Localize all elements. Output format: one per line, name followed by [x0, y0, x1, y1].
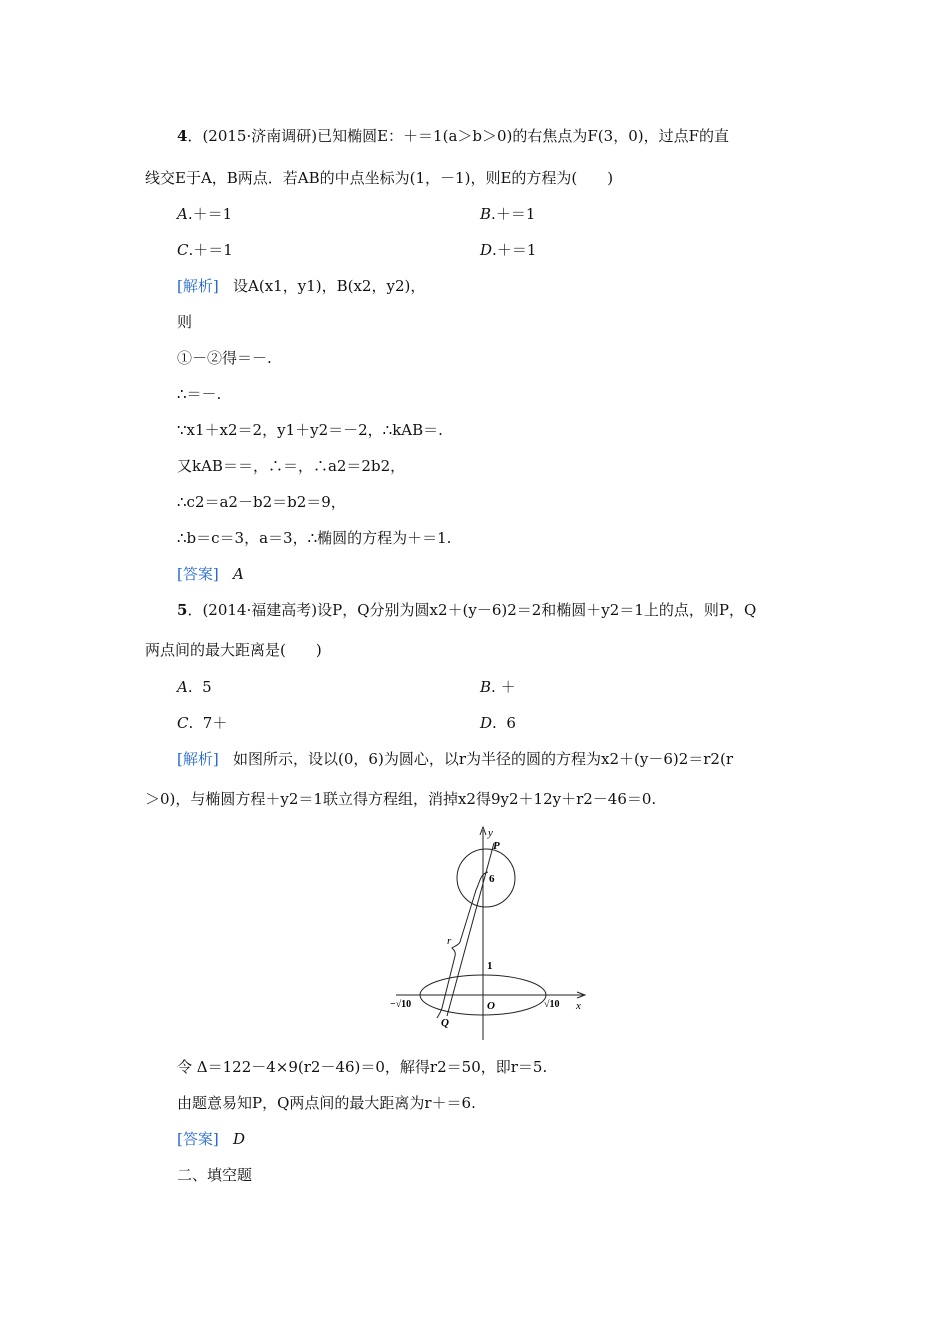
q4-stem-line2: 线交E于A，B两点．若AB的中点坐标为(1，－1)，则E的方程为( ) — [145, 169, 614, 187]
q5-stem-line1: 5．(2014·福建高考)设P，Q分别为圆x2＋(y－6)2＝2和椭圆＋y2＝1上的点，则P，Q — [177, 601, 757, 619]
q4-analysis-line2: 则 — [177, 313, 193, 331]
q4-analysis-tag: [解析] — [177, 277, 219, 295]
q4-analysis-line1: [解析] 设A(x1，y1)，B(x2，y2)， — [177, 277, 426, 295]
q4-analysis-line6: 又kAB＝＝，∴＝，∴a2＝2b2， — [177, 457, 406, 475]
q5-analysis-tag: [解析] — [177, 750, 219, 768]
label-o: O — [487, 1000, 495, 1012]
q5-stem-text-1: (2014·福建高考)设P，Q分别为圆x2＋(y－6)2＝2和椭圆＋y2＝1上的点，则P，Q — [202, 601, 757, 619]
q4-analysis-line3: ①－②得＝－. — [177, 349, 272, 367]
q5-answer-tag: [答案] — [177, 1130, 219, 1148]
q5-number: 5 — [177, 601, 188, 619]
q4-option-a: A.＋＝1 — [177, 205, 233, 223]
q4-analysis-line8: ∴b＝c＝3，a＝3，∴椭圆的方程为＋＝1. — [177, 529, 452, 547]
q5-stem-line2: 两点间的最大距离是( ) — [145, 641, 322, 659]
q4-option-b: B.＋＝1 — [480, 205, 536, 223]
q4-answer-tag: [答案] — [177, 565, 219, 583]
label-sqrt10: √10 — [544, 999, 560, 1010]
label-p: P — [493, 840, 500, 852]
q4-number: 4 — [177, 127, 188, 145]
q4-stem-line1: 4．(2015·济南调研)已知椭圆E：＋＝1(a＞b＞0)的右焦点为F(3，0)，过点F的直 — [177, 127, 729, 145]
q4-analysis-line7: ∴c2＝a2－b2＝b2＝9， — [177, 493, 346, 511]
q4-option-d: D.＋＝1 — [480, 241, 537, 259]
q5-after-line2: 由题意易知P，Q两点间的最大距离为r＋＝6. — [177, 1094, 476, 1112]
q4-option-c: C.＋＝1 — [177, 241, 233, 259]
small-circle — [457, 849, 515, 907]
q5-option-d: D. 6 — [480, 714, 516, 732]
label-q: Q — [441, 1017, 449, 1029]
label-one: 1 — [487, 960, 493, 972]
q5-option-c: C. 7＋ — [177, 714, 228, 732]
q4-answer-value: A — [233, 565, 244, 583]
q4-analysis-line5: ∵x1＋x2＝2，y1＋y2＝－2，∴kAB＝. — [177, 421, 443, 439]
section-heading: 二、填空题 — [177, 1166, 253, 1184]
q4-answer — [177, 563, 244, 585]
q5-answer-value: D — [233, 1130, 246, 1148]
q5-answer — [177, 1128, 245, 1150]
label-six: 6 — [489, 873, 495, 885]
label-r: r — [447, 935, 452, 947]
q5-after-line1: 令 Δ＝122－4×9(r2－46)＝0，解得r2＝50，即r＝5. — [177, 1058, 548, 1076]
q4-stem-text-1: (2015·济南调研)已知椭圆E：＋＝1(a＞b＞0)的右焦点为F(3，0)，过点F的直 — [202, 127, 729, 145]
q5-option-a: A. 5 — [177, 678, 212, 696]
q5-option-b: B. ＋ — [480, 678, 516, 696]
q5-analysis-line1: [解析] 如图所示，设以(0，6)为圆心，以r为半径的圆的方程为x2＋(y－6)2＝r2(r — [177, 750, 733, 768]
line-pq — [447, 843, 494, 1016]
label-y: y — [488, 827, 493, 839]
ellipse-circle-figure — [388, 822, 598, 1047]
q4-analysis-line4: ∴＝－. — [177, 385, 222, 403]
label-x: x — [576, 1000, 581, 1012]
label-neg-sqrt10: −√10 — [390, 999, 412, 1010]
q5-analysis-line2: ＞0)，与椭圆方程＋y2＝1联立得方程组，消掉x2得9y2＋12y＋r2－46＝0. — [145, 790, 657, 808]
